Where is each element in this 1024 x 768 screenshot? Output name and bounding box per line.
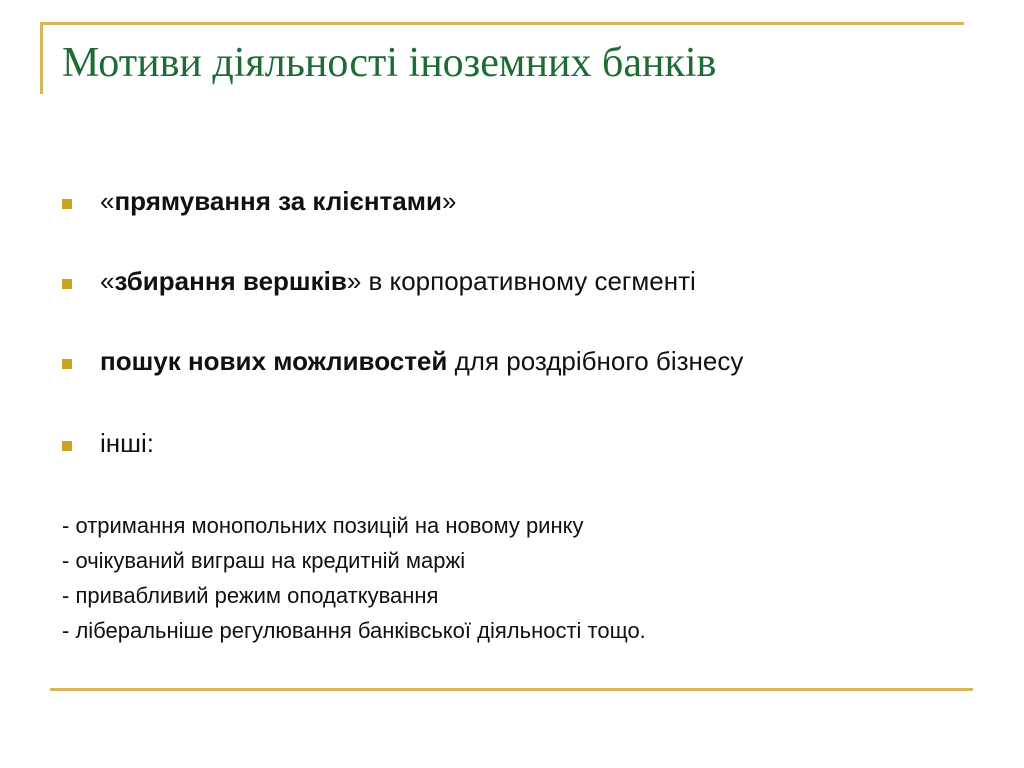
bullet-suffix: для роздрібного бізнесу [447,346,744,376]
bullet-prefix: « [100,266,115,296]
bullet-suffix: » [441,186,457,216]
top-divider-line [40,22,964,25]
sub-item: - ліберальніше регулювання банківської діяльності тощо. [62,618,646,643]
square-bullet-icon [62,359,72,369]
bullet-suffix: інші: [100,428,154,458]
sub-item: - очікуваний виграш на кредитній маржі [62,548,466,573]
bullet-suffix: » в корпоративному сегменті [346,266,696,296]
sub-item: - отримання монопольних позицій на новому ринку [62,513,584,538]
bullet-bold-text: збирання вершків [114,266,347,296]
bullet-prefix: « [100,186,115,216]
bottom-divider-line [50,688,973,691]
left-accent-line [40,22,43,94]
sub-item-list [62,508,646,648]
square-bullet-icon [62,199,72,209]
sub-item: - привабливий режим оподаткування [62,583,439,608]
square-bullet-icon [62,279,72,289]
slide-title: Мотиви діяльності іноземних банків [62,40,717,86]
bullet-bold-text: пошук нових можливостей [100,346,448,376]
square-bullet-icon [62,441,72,451]
bullet-bold-text: прямування за клієнтами [114,186,442,216]
